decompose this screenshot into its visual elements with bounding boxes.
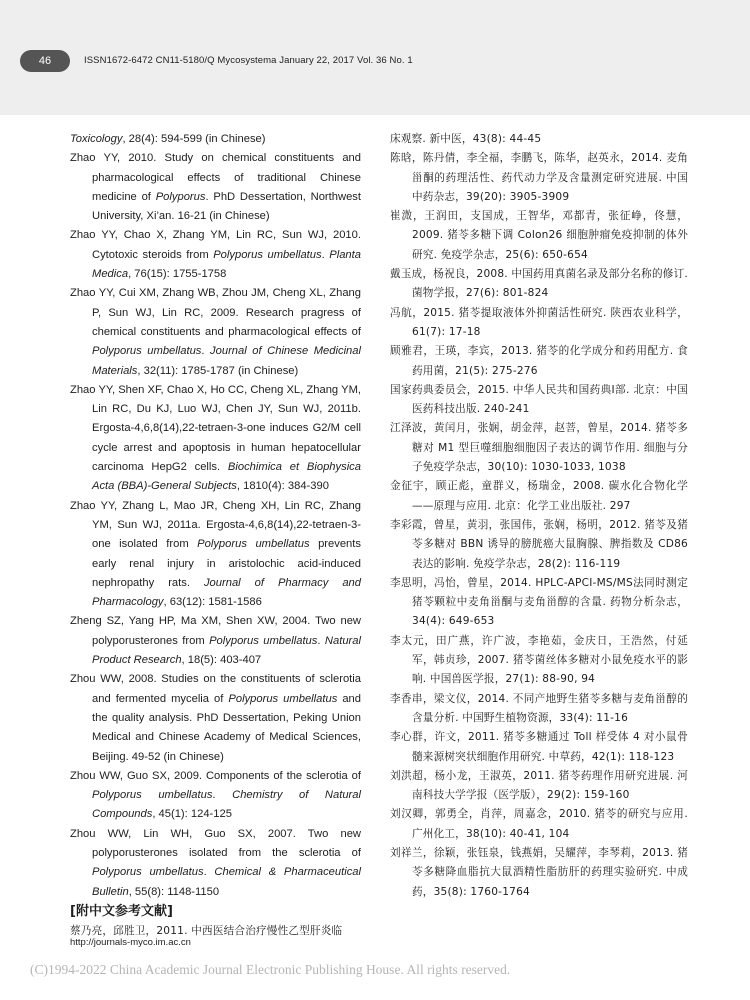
reference-entry: 李太元，田广燕，许广波，李艳茹，金庆日，王浩然，付延军，韩贞珍，2007. 猪苓菌丝体多糖对小鼠免疫水平的影响. 中国兽医学报，27(1): 88-90, 94 [390,634,688,686]
copyright-watermark: (C)1994-2022 China Academic Journal Electronic Publishing House. All rights reserved. [30,962,511,977]
reference-entry: Zhao YY, Zhang L, Mao JR, Cheng XH, Lin RC, Zhang YM, Sun WJ, 2011a. Ergosta-4,6,8(14),22-tetraen-3-one isolated from Polyporus umbellatus prevents early renal injury in aristolochic acid-induced nephropathy rats. Journal of Pharmacy and Pharmacology, 63(12): 1581-1586 [70,499,361,609]
journal-url[interactable]: http://journals-myco.im.ac.cn [70,937,191,948]
reference-entry: 金征宇，顾正彪，童群义，杨瑞金，2008. 碳水化合物化学——原理与应用. 北京：化学工业出版社. 297 [390,480,688,512]
reference-entry: 戴玉成，杨祝良，2008. 中国药用真菌名录及部分名称的修订. 菌物学报，27(6): 801-824 [390,268,688,300]
reference-entry: 蔡乃亮，邱胜卫，2011. 中西医结合治疗慢性乙型肝炎临 [70,924,343,937]
reference-entry: Zhou WW, 2008. Studies on the constituents of sclerotia and fermented mycelia of Polyporus umbellatus and the quality analysis. PhD Dessertation, Peking Union Medical and Chinese Academy of Medical Sciences, Beijing. 49-52 (in Chinese) [70,673,361,763]
reference-entry: 刘洪超，杨小龙，王淑英，2011. 猪苓药理作用研究进展. 河南科技大学学报（医学版），29(2): 159-160 [390,769,688,802]
reference-entry: Zhou WW, Lin WH, Guo SX, 2007. Two new polyporusterones isolated from the sclerotia of Polyporus umbellatus. Chemical & Pharmaceutical Bulletin, 55(8): 1148-1150 [70,827,361,898]
reference-entry: 冯航，2015. 猪苓提取液体外抑菌活性研究. 陕西农业科学，61(7): 17-18 [390,306,688,338]
reference-entry: Toxicology, 28(4): 594-599 (in Chinese) [70,133,266,145]
reference-entry: 陈晗，陈丹倩，李全福，李鹏飞，陈华，赵英永，2014. 麦角甾酮的药理活性、药代动力学及含量测定研究进展. 中国中药杂志，39(20): 3905-3909 [390,152,688,203]
reference-entry: 江泽波，黄闰月，张娴，胡金萍，赵菩，曾星，2014. 猪苓多糖对 M1 型巨噬细胞细胞因子表达的调节作用. 细胞与分子免疫学杂志，30(10): 1030-1033, 1038 [390,422,688,474]
running-head: ISSN1672-6472 CN11-5180/Q Mycosystema January 22, 2017 Vol. 36 No. 1 [84,55,413,66]
reference-entry: 李彩霞，曾星，黄羽，张国伟，张娴，杨明，2012. 猪苓及猪苓多糖对 BBN 诱导的膀胱癌大鼠胸腺、脾指数及 CD86 表达的影响. 免疫学杂志，28(2): 116-119 [390,518,688,570]
reference-entry: Zhou WW, Guo SX, 2009. Components of the sclerotia of Polyporus umbellatus. Chemistry of Natural Compounds, 45(1): 124-125 [70,769,361,821]
reference-entry: 李香串，梁文仪，2014. 不同产地野生猪苓多糖与麦角甾醇的含量分析. 中国野生植物资源，33(4): 11-16 [390,692,688,724]
reference-entry: 刘祥兰，徐颖，张钰泉，钱燕娟，吴耀萍，李琴莉，2013. 猪苓多糖降血脂抗大鼠酒精性脂肪肝的药理实验研究. 中成药，35(8): 1760-1764 [390,846,688,898]
reference-entry: Zheng SZ, Yang HP, Ma XM, Shen XW, 2004. Two new polyporusterones from Polyporus umbellatus. Natural Product Research, 18(5): 403-407 [70,615,361,667]
reference-entry: Zhao YY, 2010. Study on chemical constituents and pharmacological effects of traditional Chinese medicine of Polyporus. PhD Dessertation, Northwest University, Xi’an. 16-21 (in Chinese) [70,152,361,223]
reference-entry: Zhao YY, Cui XM, Zhang WB, Zhou JM, Cheng XL, Zhang P, Sun WJ, Lin RC, 2009. Research pragress of chemical constituents and pharmacological effects of Polyporus umbellatus. Journal of Chinese Medicinal Materials, 32(11): 1785-1787 (in Chinese) [70,287,361,377]
reference-entry: 床观察. 新中医，43(8): 44-45 [390,133,542,145]
reference-entry: Zhao YY, Shen XF, Chao X, Ho CC, Cheng XL, Zhang YM, Lin RC, Du KJ, Luo WJ, Chen JY, Sun WJ, 2011b. Ergosta-4,6,8(14),22-tetraen-3-one induces G2/M cell cycle arrest and apoptosis in human hepatocellular carcinoma HepG2 cells. Biochimica et Biophysica Acta (BBA)-General Subjects, 1810(4): 384-390 [70,383,361,493]
reference-entry: 刘汉卿，郭勇全，肖萍，周嘉念，2010. 猪苓的研究与应用. 广州化工，38(10): 40-41, 104 [390,808,688,840]
reference-entry: 崔溦，王润田，支国成，王智华，邓都青，张征峥，佟慧，2009. 猪苓多糖下调 Colon26 细胞肿瘤免疫抑制的体外研究. 免疫学杂志，25(6): 650-654 [390,210,688,261]
reference-entry: Zhao YY, Chao X, Zhang YM, Lin RC, Sun WJ, 2010. Cytotoxic steroids from Polyporus umbellatus. Planta Medica, 76(15): 1755-1758 [70,229,361,281]
page-number: 46 [20,50,70,72]
chinese-references-heading: [附中文参考文献] [70,903,173,919]
reference-entry: 李心群，许文，2011. 猪苓多糖通过 Toll 样受体 4 对小鼠骨髓来源树突状细胞作用研究. 中草药，42(1): 118-123 [390,731,688,763]
reference-entry: 国家药典委员会，2015. 中华人民共和国药典Ⅰ部. 北京：中国医药科技出版. 240-241 [390,383,688,416]
reference-entry: 顾雅君，王瑛，李宾，2013. 猪苓的化学成分和药用配方. 食药用菌，21(5): 275-276 [390,345,688,377]
left-column [70,130,361,941]
reference-entry: 李思明，冯怡，曾星，2014. HPLC-APCI-MS/MS法同时测定猪苓颗粒中麦角甾酮与麦角甾醇的含量. 药物分析杂志，34(4): 649-653 [390,576,688,628]
right-column [390,130,688,902]
